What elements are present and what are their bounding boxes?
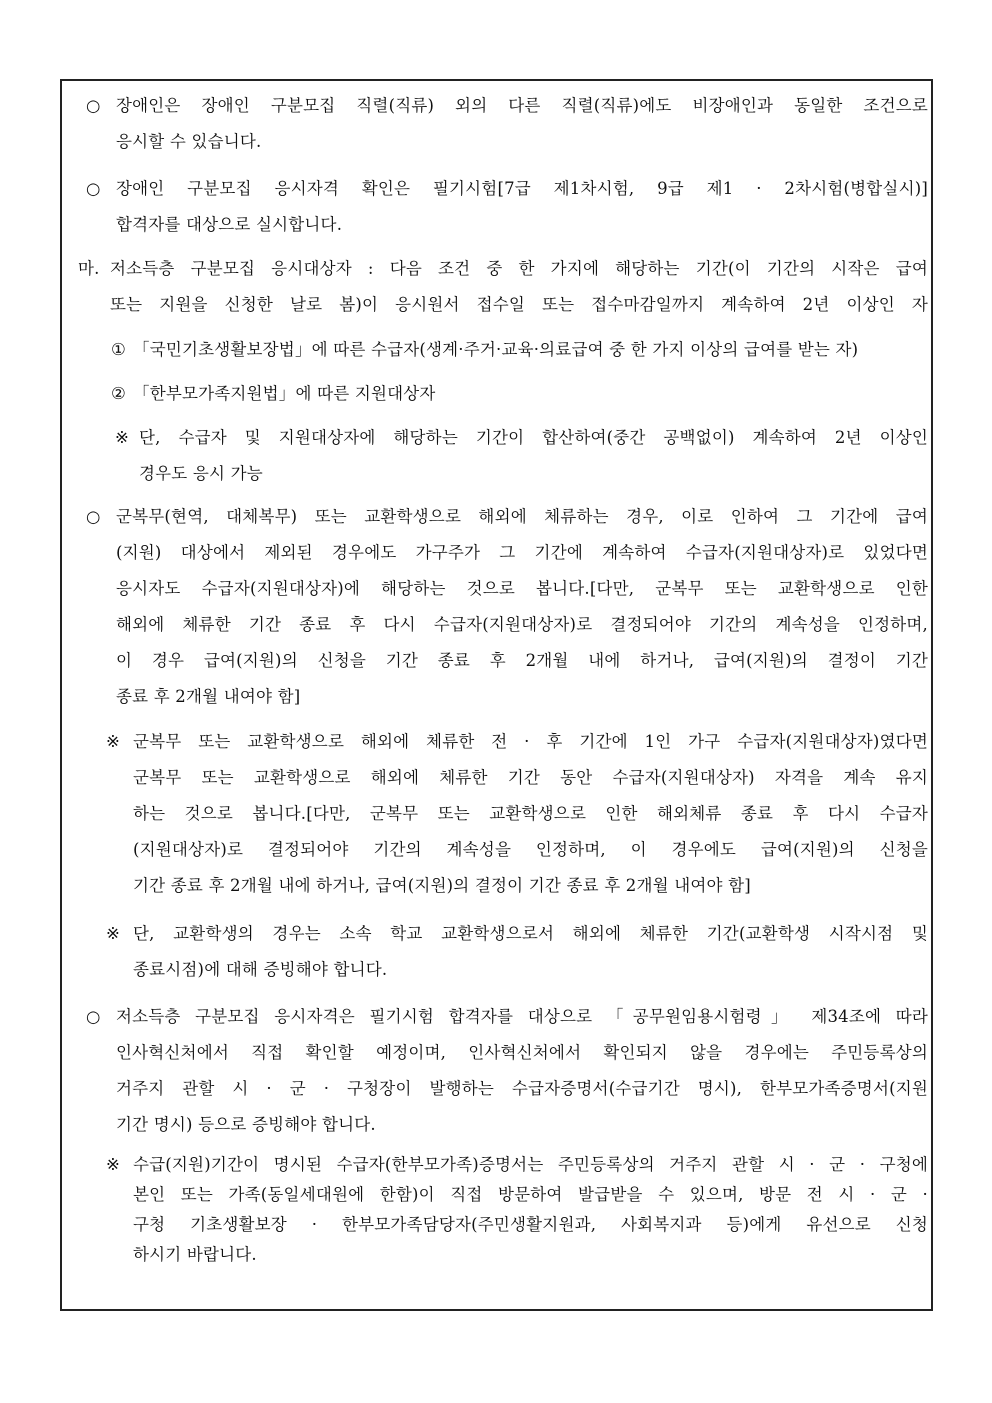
text-line: 합격자를 대상으로 실시합니다. [116, 215, 343, 234]
text-line: 경우도 응시 가능 [139, 464, 263, 483]
condition-item-1 [111, 332, 928, 368]
text-line: 장애인은 장애인 구분모집 직렬(직류) 외의 다른 직렬(직류)에도 비장애인과 동일한 조건으로 [116, 96, 928, 115]
numbered-marker: ① [111, 340, 126, 359]
paragraph-disabled-eligibility-check [86, 171, 928, 243]
note-combined-period [115, 420, 928, 492]
text-line: 기간 종료 후 2개월 내에 하거나, 급여(지원)의 결정이 기간 종료 후 2개월 내여야 함] [133, 876, 751, 895]
reference-mark-icon: ※ [106, 732, 121, 751]
text-line: 단, 교환학생의 경우는 소속 학교 교환학생으로서 해외에 체류한 기간(교환학생 시작시점 및 [133, 924, 928, 943]
paragraph-disabled-other-series [86, 88, 928, 160]
reference-mark-icon: ※ [115, 428, 130, 447]
text-line: 기간 명시) 등으로 증빙해야 합니다. [116, 1115, 376, 1134]
circle-bullet: ○ [86, 179, 101, 198]
paragraph-military-exchange [86, 499, 928, 715]
text-line: 저소득층 구분모집 응시대상자 : 다음 조건 중 한 가지에 해당하는 기간(이 기간의 시작은 급여 [110, 259, 928, 278]
document-frame [60, 79, 933, 1311]
text-line: 장애인 구분모집 응시자격 확인은 필기시험[7급 제1차시험, 9급 제1 · 2차시험(병합실시)] [116, 179, 928, 198]
text-line: 저소득층 구분모집 응시자격은 필기시험 합격자를 대상으로 「공무원임용시험령」 제34조에 따라 [116, 1007, 928, 1026]
text-line: (지원) 대상에서 제외된 경우에도 가구주가 그 기간에 계속하여 수급자(지원대상자)로 있었다면 [116, 543, 928, 562]
text-line: 이 경우 급여(지원)의 신청을 기간 종료 후 2개월 내에 하거나, 급여(지원)의 결정이 기간 [116, 651, 928, 670]
text-line: 하는 것으로 봅니다.[다만, 군복무 또는 교환학생으로 인한 해외체류 종료 후 다시 수급자 [133, 804, 928, 823]
text-line: 본인 또는 가족(동일세대원에 한함)이 직접 방문하여 발급받을 수 있으며, 방문 전 시 · 군 · [133, 1185, 928, 1204]
text-line: 해외에 체류한 기간 종료 후 다시 수급자(지원대상자)로 결정되어야 기간의 계속성을 인정하며, [116, 615, 928, 634]
circle-bullet: ○ [86, 507, 101, 526]
circle-bullet: ○ [86, 1007, 101, 1026]
note-single-household [106, 724, 928, 904]
text-line: 수급(지원)기간이 명시된 수급자(한부모가족)증명서는 주민등록상의 거주지 관할 시 · 군 · 구청에 [133, 1155, 928, 1174]
text-line: 군복무 또는 교환학생으로 해외에 체류한 전 · 후 기간에 1인 가구 수급자(지원대상자)였다면 [133, 732, 928, 751]
condition-item-2 [111, 376, 928, 412]
text-line: (지원대상자)로 결정되어야 기간의 계속성을 인정하며, 이 경우에도 급여(지원)의 신청을 [133, 840, 928, 859]
reference-mark-icon: ※ [106, 1155, 121, 1174]
text-line: 종료 후 2개월 내여야 함] [116, 687, 301, 706]
text-line: 단, 수급자 및 지원대상자에 해당하는 기간이 합산하여(중간 공백없이) 계속하여 2년 이상인 [139, 428, 928, 447]
text-line: 인사혁신처에서 직접 확인할 예정이며, 인사혁신처에서 확인되지 않을 경우에는 주민등록상의 [116, 1043, 928, 1062]
reference-mark-icon: ※ [106, 924, 121, 943]
note-exchange-student [106, 916, 928, 988]
text-line: 하시기 바랍니다. [133, 1245, 257, 1264]
note-certificate-issuance [106, 1150, 928, 1270]
text-line: 거주지 관할 시 · 군 · 구청장이 발행하는 수급자증명서(수급기간 명시), 한부모가족증명서(지원 [116, 1079, 928, 1098]
text-line: 구청 기초생활보장 · 한부모가족담당자(주민생활지원과, 사회복지과 등)에게 유선으로 신청 [133, 1215, 928, 1234]
text-line: 「한부모가족지원법」에 따른 지원대상자 [133, 384, 436, 403]
paragraph-low-income-eligibility [86, 999, 928, 1143]
section-low-income-applicants [78, 251, 928, 323]
text-line: 응시할 수 있습니다. [116, 132, 262, 151]
text-line: 「국민기초생활보장법」에 따른 수급자(생계·주거·교육·의료급여 중 한 가지 이상의 급여를 받는 자) [133, 340, 859, 359]
circle-bullet: ○ [86, 96, 101, 115]
text-line: 종료시점)에 대해 증빙해야 합니다. [133, 960, 388, 979]
text-line: 응시자도 수급자(지원대상자)에 해당하는 것으로 봅니다.[다만, 군복무 또는 교환학생으로 인한 [116, 579, 928, 598]
section-marker: 마. [78, 259, 100, 278]
text-line: 군복무(현역, 대체복무) 또는 교환학생으로 해외에 체류하는 경우, 이로 인하여 그 기간에 급여 [116, 507, 928, 526]
text-line: 군복무 또는 교환학생으로 해외에 체류한 기간 동안 수급자(지원대상자) 자격을 계속 유지 [133, 768, 928, 787]
numbered-marker: ② [111, 384, 126, 403]
text-line: 또는 지원을 신청한 날로 봄)이 응시원서 접수일 또는 접수마감일까지 계속하여 2년 이상인 자 [110, 295, 928, 314]
